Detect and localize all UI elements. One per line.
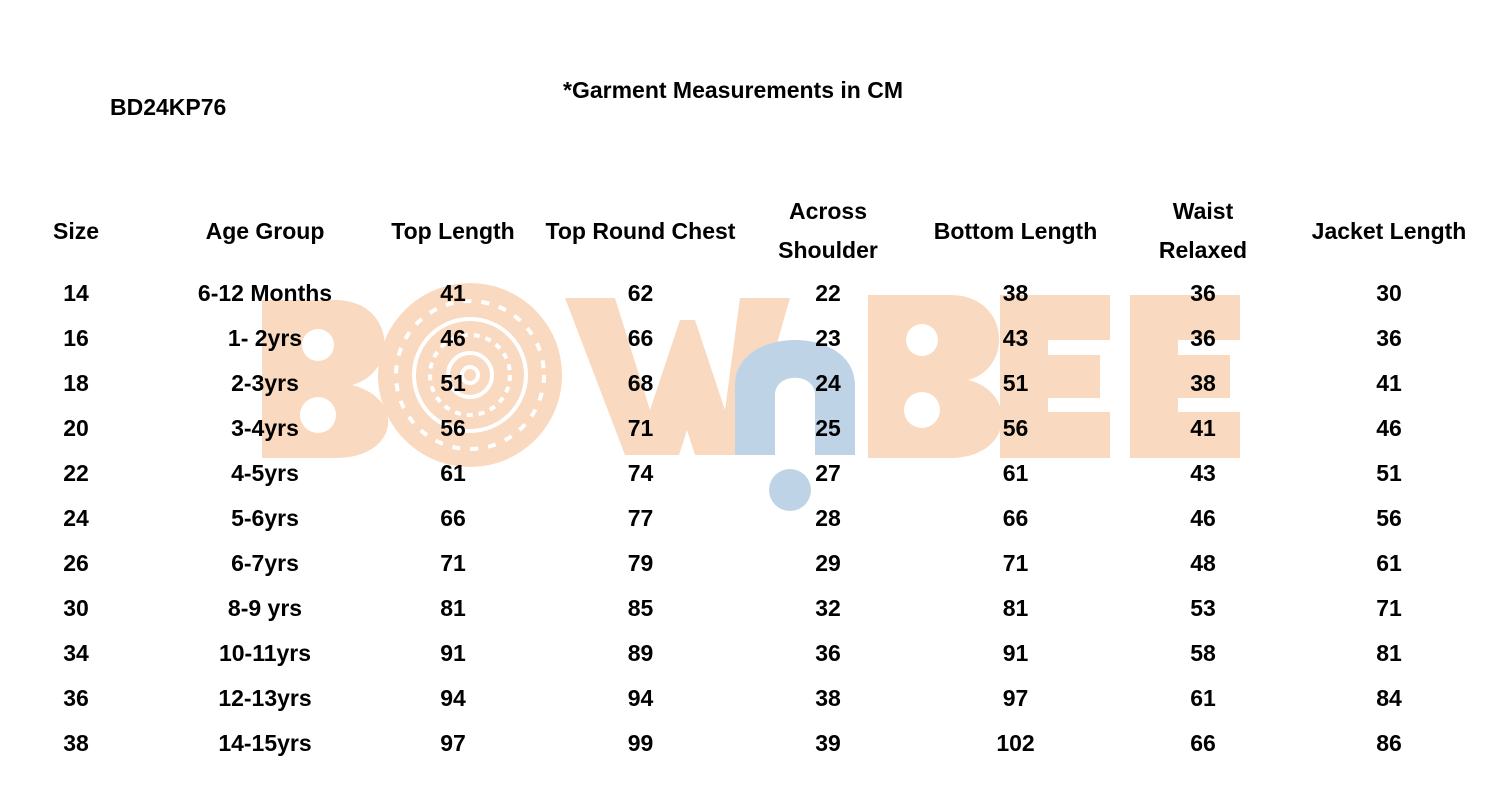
cell-top-round-chest: 85 bbox=[627, 595, 654, 621]
cell-jacket-length: 71 bbox=[1376, 595, 1402, 621]
cell-bottom-length: 71 bbox=[1002, 550, 1029, 576]
cell-across-shoulder: 29 bbox=[815, 550, 841, 576]
cell-size: 18 bbox=[63, 370, 89, 396]
cell-top-length: 94 bbox=[440, 685, 466, 711]
cell-age-group: 3-4yrs bbox=[231, 415, 299, 441]
cell-waist-relaxed: 58 bbox=[1190, 640, 1216, 666]
table-row bbox=[0, 721, 1500, 766]
style-code: BD24KP76 bbox=[110, 94, 227, 120]
cell-across-shoulder: 22 bbox=[815, 280, 841, 306]
cell-across-shoulder: 32 bbox=[815, 595, 841, 621]
cell-jacket-length: 30 bbox=[1376, 280, 1402, 306]
cell-top-length: 61 bbox=[440, 460, 466, 486]
cell-top-round-chest: 66 bbox=[627, 325, 654, 351]
cell-age-group: 5-6yrs bbox=[231, 505, 299, 531]
cell-top-round-chest: 99 bbox=[627, 730, 654, 756]
cell-waist-relaxed: 46 bbox=[1190, 505, 1216, 531]
cell-top-round-chest: 77 bbox=[627, 505, 654, 531]
cell-waist-relaxed: 48 bbox=[1190, 550, 1216, 576]
measurement-table bbox=[0, 191, 1500, 766]
cell-jacket-length: 36 bbox=[1376, 325, 1402, 351]
header-top-round-chest: Top Round Chest bbox=[545, 217, 736, 244]
table-row bbox=[0, 541, 1500, 586]
cell-size: 22 bbox=[63, 460, 89, 486]
cell-top-length: 51 bbox=[440, 370, 466, 396]
cell-age-group: 14-15yrs bbox=[218, 730, 312, 756]
table-row bbox=[0, 586, 1500, 631]
cell-waist-relaxed: 66 bbox=[1190, 730, 1216, 756]
cell-jacket-length: 84 bbox=[1376, 685, 1402, 711]
table-body bbox=[0, 271, 1500, 766]
header-jacket-length: Jacket Length bbox=[1311, 217, 1467, 244]
cell-waist-relaxed: 36 bbox=[1190, 280, 1216, 306]
cell-across-shoulder: 28 bbox=[815, 505, 841, 531]
table-row bbox=[0, 451, 1500, 496]
cell-jacket-length: 46 bbox=[1376, 415, 1402, 441]
cell-across-shoulder: 36 bbox=[815, 640, 841, 666]
cell-waist-relaxed: 53 bbox=[1190, 595, 1216, 621]
cell-across-shoulder: 39 bbox=[815, 730, 841, 756]
cell-size: 38 bbox=[63, 730, 89, 756]
cell-top-round-chest: 79 bbox=[627, 550, 654, 576]
table-row bbox=[0, 676, 1500, 721]
cell-jacket-length: 86 bbox=[1376, 730, 1402, 756]
cell-size: 20 bbox=[63, 415, 89, 441]
cell-top-length: 71 bbox=[440, 550, 466, 576]
cell-top-round-chest: 74 bbox=[627, 460, 654, 486]
table-row bbox=[0, 496, 1500, 541]
cell-top-length: 56 bbox=[440, 415, 466, 441]
cell-top-round-chest: 94 bbox=[627, 685, 654, 711]
cell-bottom-length: 97 bbox=[1002, 685, 1029, 711]
cell-age-group: 6-12 Months bbox=[197, 280, 333, 306]
table-row bbox=[0, 271, 1500, 316]
cell-across-shoulder: 25 bbox=[815, 415, 841, 441]
cell-age-group: 2-3yrs bbox=[231, 370, 299, 396]
header-age-group: Age Group bbox=[205, 217, 325, 244]
cell-bottom-length: 43 bbox=[1002, 325, 1029, 351]
cell-top-round-chest: 68 bbox=[627, 370, 654, 396]
cell-age-group: 12-13yrs bbox=[218, 685, 312, 711]
cell-size: 30 bbox=[63, 595, 89, 621]
cell-bottom-length: 56 bbox=[1002, 415, 1029, 441]
cell-bottom-length: 66 bbox=[1002, 505, 1029, 531]
cell-waist-relaxed: 41 bbox=[1190, 415, 1216, 441]
header-bottom-length: Bottom Length bbox=[933, 217, 1098, 244]
cell-size: 24 bbox=[63, 505, 89, 531]
cell-waist-relaxed: 36 bbox=[1190, 325, 1216, 351]
cell-size: 14 bbox=[63, 280, 89, 306]
header-size: Size bbox=[52, 217, 100, 244]
cell-across-shoulder: 23 bbox=[815, 325, 841, 351]
cell-size: 34 bbox=[63, 640, 89, 666]
cell-waist-relaxed: 38 bbox=[1190, 370, 1216, 396]
cell-bottom-length: 81 bbox=[1002, 595, 1029, 621]
cell-jacket-length: 81 bbox=[1376, 640, 1402, 666]
cell-age-group: 4-5yrs bbox=[231, 460, 299, 486]
cell-bottom-length: 91 bbox=[1002, 640, 1029, 666]
cell-size: 26 bbox=[63, 550, 89, 576]
table-row bbox=[0, 316, 1500, 361]
cell-age-group: 10-11yrs bbox=[218, 640, 312, 666]
cell-top-round-chest: 62 bbox=[627, 280, 654, 306]
table-row bbox=[0, 406, 1500, 451]
cell-top-round-chest: 71 bbox=[627, 415, 654, 441]
cell-waist-relaxed: 43 bbox=[1190, 460, 1216, 486]
cell-top-length: 97 bbox=[440, 730, 466, 756]
header-waist-relaxed: Waist Relaxed bbox=[1158, 198, 1248, 263]
cell-top-length: 41 bbox=[440, 280, 466, 306]
cell-top-round-chest: 89 bbox=[627, 640, 654, 666]
cell-bottom-length: 51 bbox=[1002, 370, 1029, 396]
cell-bottom-length: 61 bbox=[1002, 460, 1029, 486]
cell-top-length: 91 bbox=[440, 640, 466, 666]
cell-age-group: 1- 2yrs bbox=[227, 325, 303, 351]
cell-top-length: 81 bbox=[440, 595, 466, 621]
page-title: *Garment Measurements in CM bbox=[563, 77, 903, 103]
table-row bbox=[0, 631, 1500, 676]
table-header-row bbox=[0, 191, 1500, 271]
cell-bottom-length: 102 bbox=[996, 730, 1035, 756]
cell-across-shoulder: 27 bbox=[815, 460, 841, 486]
header-across-shoulder: Across Shoulder bbox=[778, 198, 878, 263]
table-row bbox=[0, 361, 1500, 406]
cell-age-group: 8-9 yrs bbox=[227, 595, 303, 621]
cell-size: 16 bbox=[63, 325, 89, 351]
cell-across-shoulder: 24 bbox=[815, 370, 841, 396]
cell-jacket-length: 51 bbox=[1376, 460, 1402, 486]
cell-top-length: 66 bbox=[440, 505, 466, 531]
cell-jacket-length: 56 bbox=[1376, 505, 1402, 531]
cell-bottom-length: 38 bbox=[1002, 280, 1029, 306]
cell-across-shoulder: 38 bbox=[815, 685, 841, 711]
header-top-length: Top Length bbox=[391, 217, 515, 244]
cell-size: 36 bbox=[63, 685, 89, 711]
cell-waist-relaxed: 61 bbox=[1190, 685, 1216, 711]
cell-jacket-length: 41 bbox=[1376, 370, 1402, 396]
cell-jacket-length: 61 bbox=[1376, 550, 1402, 576]
cell-top-length: 46 bbox=[440, 325, 466, 351]
cell-age-group: 6-7yrs bbox=[231, 550, 299, 576]
